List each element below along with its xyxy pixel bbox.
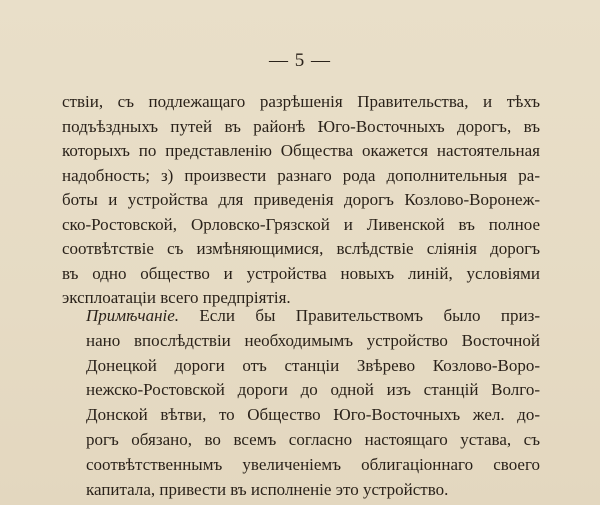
note-paragraph [86, 304, 540, 502]
note-line: Донской вѣтви, то Общество Юго-Восточныхъ жел. до- [86, 405, 540, 425]
text-line: соотвѣтствіе съ измѣняющимися, вслѣдствіе слiянiя дорогъ [62, 239, 540, 258]
text-line: надобность; з) произвести разнаго рода дополнительныя ра- [62, 165, 540, 185]
note-line: Донецкой дороги отъ станціи Звѣрево Козлово-Воро- [86, 355, 540, 375]
text-line: эксплоатаціи всего предпріятія. [62, 288, 291, 307]
main-paragraph [62, 90, 540, 311]
text-line: ско-Ростовской, Орловско-Грязской и Ливенской въ полное [62, 214, 540, 234]
text-line: боты и устройства для приведенія дорогъ Козлово-Воронеж- [62, 190, 540, 209]
note-line: рогъ обязано, во всемъ согласно настоящаго устава, съ [86, 429, 540, 449]
note-line: нано впослѣдствіи необходимымъ устройство Восточной [86, 330, 540, 350]
text-line: подъѣздныхъ путей въ районѣ Юго-Восточныхъ дорогъ, въ [62, 116, 540, 136]
text-line: ствіи, съ подлежащаго разрѣшенія Правительства, и тѣхъ [62, 92, 540, 111]
note-first-line-text: Если бы Правительствомъ было приз- [179, 306, 540, 325]
text-line: которыхъ по представленію Общества окажется настоятельная [62, 141, 540, 160]
page-number: — 5 — [269, 50, 331, 71]
note-label: Примѣчаніе. [86, 306, 180, 325]
text-line: въ одно общество и устройства новыхъ линій, условіями [62, 263, 540, 283]
note-line: нежско-Ростовской дороги до одной изъ станцій Волго- [86, 380, 540, 400]
note-first-line [86, 304, 540, 329]
note-line: капитала, привести въ исполненіе это устройство. [86, 479, 449, 499]
note-line: соотвѣтственнымъ увеличеніемъ облигаціоннаго своего [86, 454, 540, 474]
